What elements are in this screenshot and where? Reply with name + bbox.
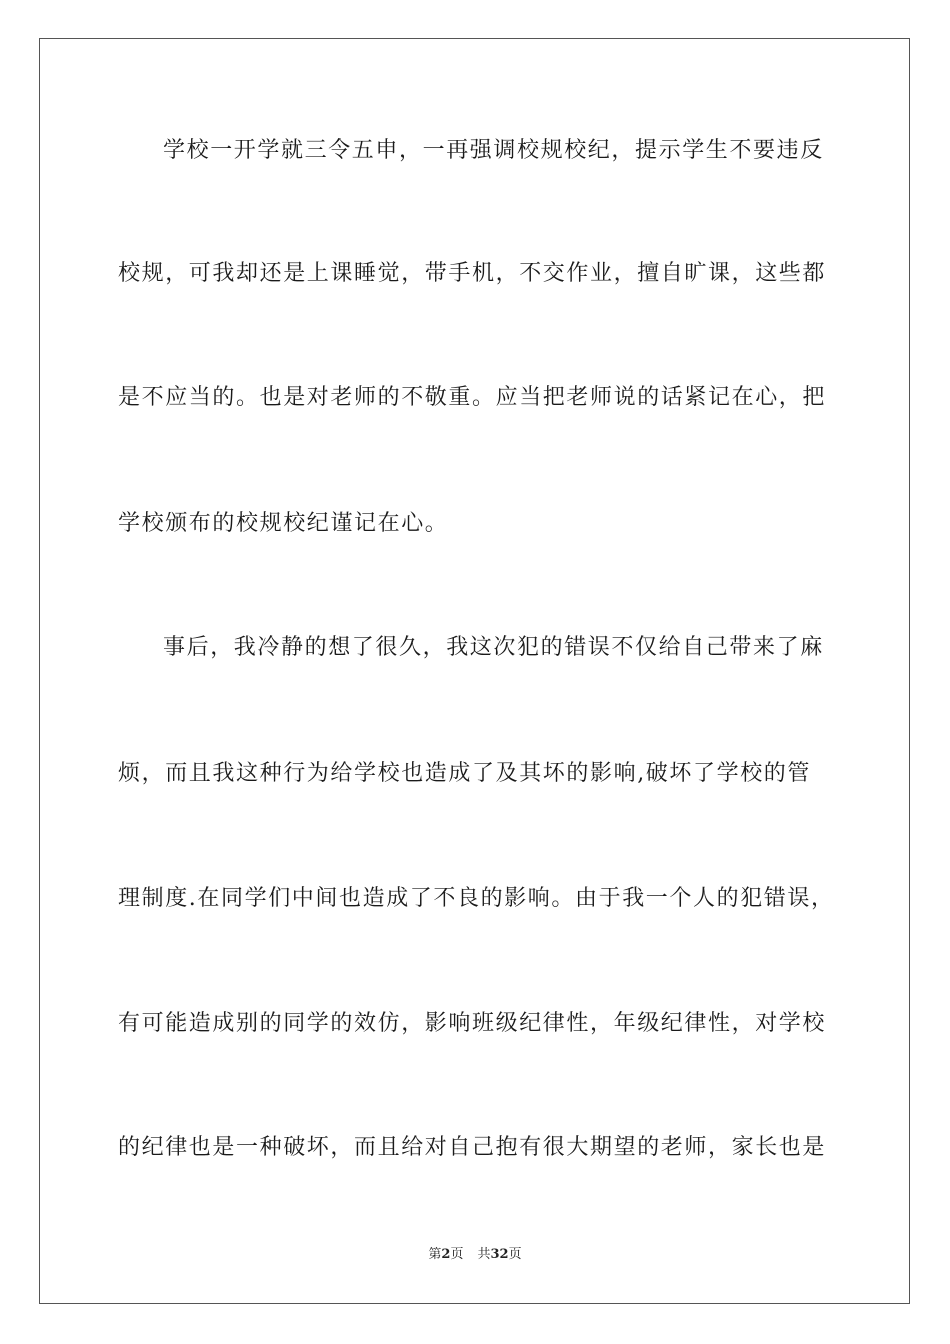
page-footer bbox=[0, 1246, 950, 1264]
text-line-1: 学校一开学就三令五申，一再强调校规校纪，提示学生不要违反 bbox=[163, 138, 824, 163]
text-line-2: 校规，可我却还是上课睡觉，带手机，不交作业，擅自旷课，这些都 bbox=[118, 261, 827, 286]
page-number: 2 bbox=[441, 1247, 451, 1262]
text-line-7: 理制度.在同学们中间也造成了不良的影响。由于我一个人的犯错误， bbox=[118, 886, 835, 911]
page-suffix: 页 bbox=[450, 1247, 464, 1262]
text-line-8: 有可能造成别的同学的效仿，影响班级纪律性，年级纪律性，对学校 bbox=[118, 1011, 827, 1036]
page-border bbox=[39, 38, 910, 1304]
text-line-6: 烦，而且我这种行为给学校也造成了及其坏的影响,破坏了学校的管 bbox=[118, 761, 811, 786]
text-line-5: 事后，我冷静的想了很久，我这次犯的错误不仅给自己带来了麻 bbox=[163, 635, 824, 660]
text-line-9: 的纪律也是一种破坏，而且给对自己抱有很大期望的老师，家长也是 bbox=[118, 1135, 827, 1160]
total-pages: 32 bbox=[490, 1247, 509, 1262]
page-prefix: 第 bbox=[428, 1247, 442, 1262]
text-line-3: 是不应当的。也是对老师的不敬重。应当把老师说的话紧记在心，把 bbox=[118, 385, 827, 410]
total-prefix: 共 bbox=[477, 1247, 491, 1262]
text-line-4: 学校颁布的校规校纪谨记在心。 bbox=[118, 511, 449, 536]
total-suffix: 页 bbox=[508, 1247, 522, 1262]
